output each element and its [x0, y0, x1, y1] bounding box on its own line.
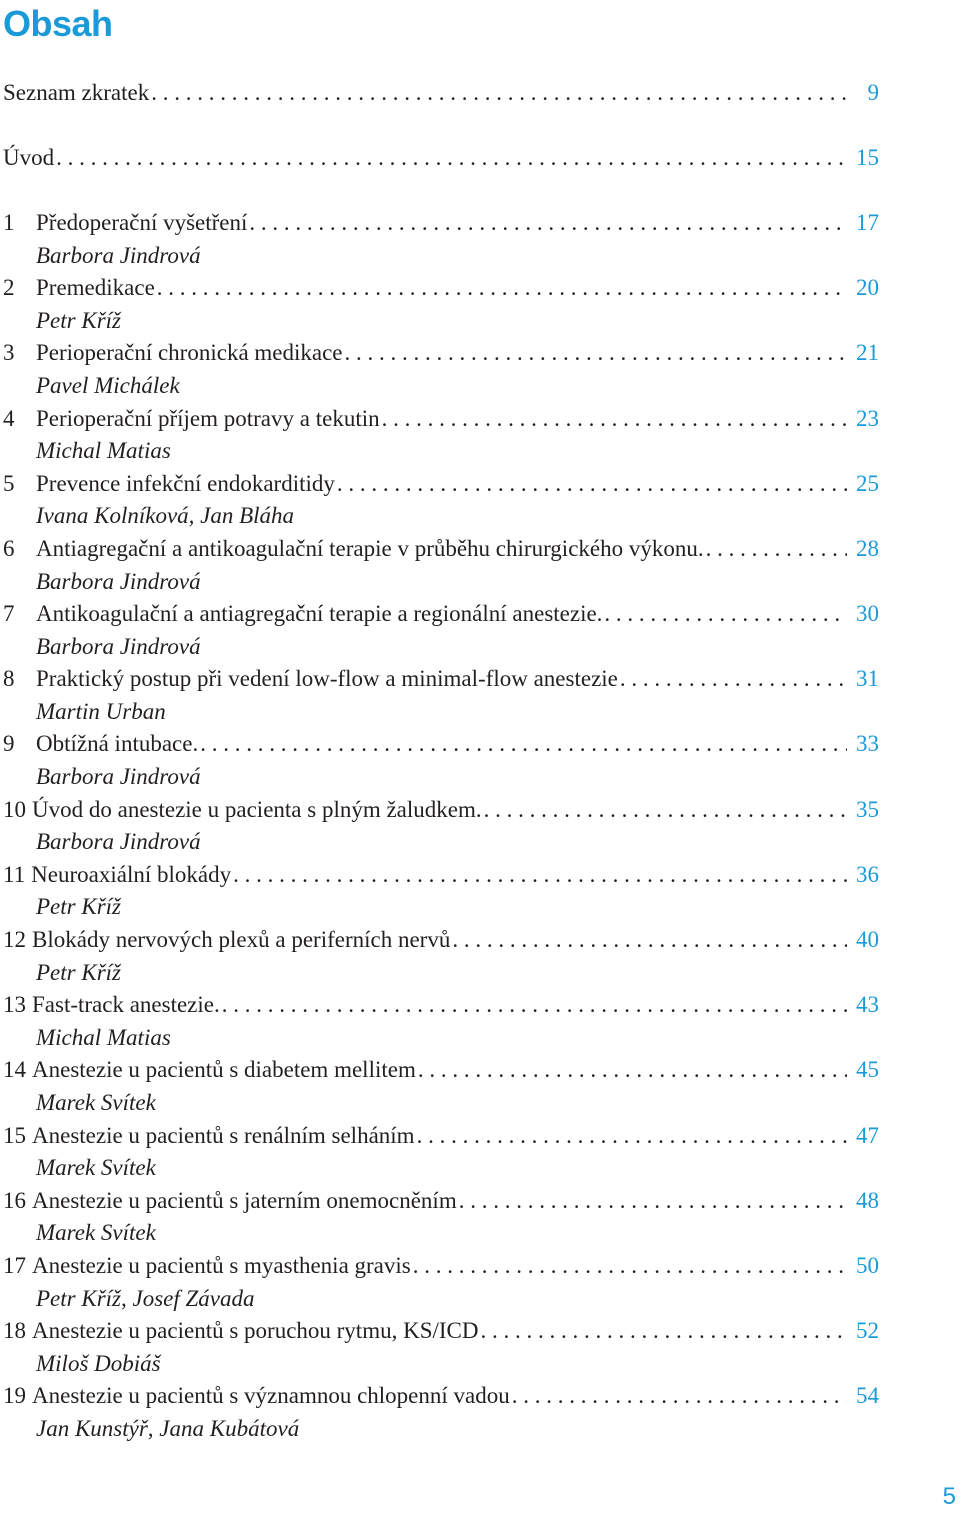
spacer: [3, 110, 879, 142]
chapter-number: 18: [3, 1318, 26, 1344]
dot-leader: [418, 1054, 847, 1087]
toc-entry-chapter[interactable]: [3, 1250, 879, 1283]
toc-entry-page: 9: [867, 80, 879, 105]
chapter-page: 40: [856, 927, 879, 953]
chapter-page: 23: [856, 405, 879, 431]
chapter-author: Barbora Jindrová: [36, 242, 201, 268]
chapter-author: Michal Matias: [36, 438, 171, 464]
chapter-author: Barbora Jindrová: [36, 633, 201, 659]
chapter-page: 54: [856, 1383, 879, 1409]
dot-leader: [382, 403, 847, 436]
dot-leader: [222, 989, 847, 1022]
chapter-page: 45: [856, 1057, 879, 1083]
chapter-author: Marek Svítek: [36, 1220, 156, 1246]
toc-entry-chapter[interactable]: [3, 924, 879, 957]
chapter-page: 21: [856, 340, 879, 366]
dot-leader: [417, 1120, 847, 1153]
chapter-number: 1: [3, 209, 15, 235]
chapter-author: Michal Matias: [36, 1024, 171, 1050]
chapter-list: [3, 207, 879, 1446]
chapter-page: 50: [856, 1252, 879, 1278]
chapter-title: Neuroaxiální blokády: [31, 861, 232, 887]
chapter-number: 9: [3, 731, 15, 757]
chapter-page: 43: [856, 992, 879, 1018]
dot-leader: [512, 1380, 847, 1413]
chapter-title: Anestezie u pacientů s diabetem mellitem: [32, 1057, 416, 1083]
chapter-number: 14: [3, 1057, 26, 1083]
dot-leader: [484, 794, 847, 827]
toc-entry-chapter[interactable]: [3, 1315, 879, 1348]
dot-leader: [233, 859, 847, 892]
chapter-author: Petr Kříž: [36, 959, 121, 985]
chapter-title: Předoperační vyšetření: [36, 209, 248, 235]
chapter-number: 7: [3, 601, 15, 627]
chapter-title: Prevence infekční endokarditidy: [36, 470, 335, 496]
chapter-author: Pavel Michálek: [36, 372, 180, 398]
chapter-page: 36: [856, 861, 879, 887]
chapter-title: Anestezie u pacientů s myasthenia gravis: [32, 1252, 411, 1278]
chapter-page: 52: [856, 1318, 879, 1344]
dot-leader: [706, 533, 847, 566]
chapter-title: Blokády nervových plexů a periferních nervů: [32, 927, 451, 953]
chapter-title: Antikoagulační a antiagregační terapie a regionální anestezie.: [36, 601, 603, 627]
chapter-title: Úvod do anestezie u pacienta s plným žaludkem.: [32, 796, 482, 822]
chapter-author: Barbora Jindrová: [36, 568, 201, 594]
chapter-page: 17: [856, 209, 879, 235]
chapter-page: 28: [856, 535, 879, 561]
chapter-number: 16: [3, 1187, 26, 1213]
toc-entry-chapter[interactable]: [3, 1120, 879, 1153]
chapter-number: 13: [3, 992, 26, 1018]
chapter-title: Obtížná intubace.: [36, 731, 199, 757]
chapter-author: Barbora Jindrová: [36, 829, 201, 855]
chapter-page: 30: [856, 601, 879, 627]
toc-entry-chapter[interactable]: [3, 989, 879, 1022]
toc-entry-chapter[interactable]: [3, 337, 879, 370]
chapter-title: Praktický postup při vedení low-flow a minimal-flow anestezie: [36, 666, 618, 692]
dot-leader: [157, 272, 847, 305]
chapter-number: 5: [3, 470, 15, 496]
table-of-contents: [3, 77, 879, 1446]
chapter-author: Petr Kříž: [36, 307, 121, 333]
chapter-number: 19: [3, 1383, 26, 1409]
toc-entry-chapter[interactable]: [3, 1185, 879, 1218]
chapter-page: 25: [856, 470, 879, 496]
chapter-number: 17: [3, 1252, 26, 1278]
dot-leader: [481, 1315, 848, 1348]
toc-entry-title: Úvod: [3, 144, 55, 170]
toc-entry-chapter[interactable]: [3, 272, 879, 305]
chapter-author: Petr Kříž, Josef Závada: [36, 1285, 255, 1311]
dot-leader: [345, 337, 847, 370]
dot-leader: [56, 142, 847, 175]
chapter-page: 33: [856, 731, 879, 757]
dot-leader: [459, 1185, 847, 1218]
toc-entry-title: Seznam zkratek: [3, 80, 150, 105]
chapter-number: 8: [3, 666, 15, 692]
chapter-title: Anestezie u pacientů s poruchou rytmu, KS/ICD: [32, 1318, 479, 1344]
chapter-author: Marek Svítek: [36, 1090, 156, 1115]
chapter-number: 2: [3, 275, 15, 301]
chapter-author: Miloš Dobiáš: [36, 1350, 161, 1376]
chapter-number: 12: [3, 927, 26, 953]
chapter-number: 3: [3, 340, 15, 366]
chapter-title: Anestezie u pacientů s jaterním onemocněním: [32, 1187, 457, 1213]
toc-entry-chapter[interactable]: [3, 859, 879, 892]
chapter-author: Marek Svítek: [36, 1155, 156, 1181]
chapter-title: Perioperační chronická medikace: [36, 340, 343, 366]
page-title: Obsah: [3, 3, 113, 44]
chapter-author: Martin Urban: [36, 698, 166, 724]
toc-entry-chapter[interactable]: [3, 403, 879, 436]
chapter-number: 6: [3, 535, 15, 561]
chapter-author: Barbora Jindrová: [36, 764, 201, 790]
chapter-title: Fast-track anestezie.: [32, 992, 220, 1018]
toc-entry-chapter[interactable]: [3, 1054, 879, 1087]
dot-leader: [249, 207, 847, 240]
spacer: [3, 175, 879, 207]
chapter-author: Petr Kříž: [36, 894, 121, 920]
toc-entry-page: 15: [856, 144, 879, 170]
chapter-number: 10: [3, 796, 26, 822]
toc-entry-chapter[interactable]: [3, 207, 879, 240]
chapter-author: Jan Kunstýř, Jana Kubátová: [36, 1415, 300, 1441]
chapter-title: Anestezie u pacientů s renálním selháním: [32, 1122, 415, 1148]
chapter-page: 20: [856, 275, 879, 301]
folio: 5: [942, 1483, 956, 1510]
toc-entry-chapter[interactable]: [3, 663, 879, 696]
toc-entry-chapter[interactable]: [3, 598, 879, 631]
chapter-page: 35: [856, 796, 879, 822]
toc-entry-chapter[interactable]: [3, 728, 879, 761]
dot-leader: [337, 468, 847, 501]
toc-entry-chapter[interactable]: [3, 533, 879, 566]
dot-leader: [200, 728, 847, 761]
toc-entry-uvod[interactable]: [3, 142, 879, 175]
chapter-number: 15: [3, 1122, 26, 1148]
chapter-author: Ivana Kolníková, Jan Bláha: [36, 503, 295, 529]
chapter-page: 47: [856, 1122, 879, 1148]
toc-entry-chapter[interactable]: [3, 1380, 879, 1413]
dot-leader: [413, 1250, 847, 1283]
dot-leader: [151, 77, 847, 110]
dot-leader: [620, 663, 847, 696]
chapter-page: 31: [856, 666, 879, 692]
toc-entry-chapter[interactable]: [3, 794, 879, 827]
dot-leader: [604, 598, 847, 631]
chapter-page: 48: [856, 1187, 879, 1213]
chapter-title: Perioperační příjem potravy a tekutin: [36, 405, 380, 431]
chapter-title: Anestezie u pacientů s významnou chlopenní vadou: [32, 1383, 510, 1409]
toc-entry-seznam-zkratek[interactable]: [3, 77, 879, 110]
chapter-title: Antiagregační a antikoagulační terapie v průběhu chirurgického výkonu.: [36, 535, 704, 561]
chapter-number: 11: [3, 861, 26, 887]
toc-entry-chapter[interactable]: [3, 468, 879, 501]
chapter-number: 4: [3, 405, 15, 431]
dot-leader: [452, 924, 847, 957]
chapter-title: Premedikace: [36, 275, 155, 301]
